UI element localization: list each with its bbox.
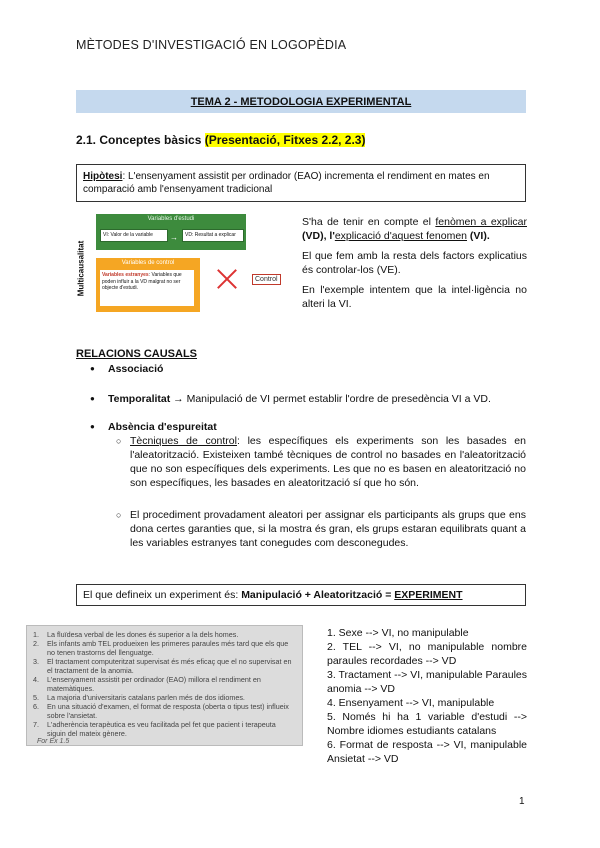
explanation-p3: En l'exemple intentem que la intel·ligència no alteri la VI. — [302, 284, 527, 310]
chapter-banner: TEMA 2 - METODOLOGIA EXPERIMENTAL — [76, 90, 526, 113]
explanation-p1: S'ha de tenir en compte el fenòmen a explicar (VD), l'explicació d'aquest fenomen (VI). — [302, 216, 527, 242]
cross-icon — [216, 268, 238, 290]
exercise-box — [26, 625, 303, 746]
page-header: MÈTODES D'INVESTIGACIÓ EN LOGOPÈDIA — [76, 38, 347, 52]
exercise-item: 5. La majoria d'universitaris catalans parlen més de dos idiomes. — [33, 693, 245, 702]
hypothesis-box — [76, 164, 526, 202]
study-variables-title: Variables d'estudi — [147, 216, 195, 222]
multicausality-figure — [76, 212, 288, 316]
answer-item: 6. Format de resposta --> VI, manipulable Ansietat --> VD — [327, 739, 527, 765]
hypothesis-label: Hipòtesi — [83, 171, 123, 182]
arrow-icon: → — [170, 233, 178, 242]
list-item-temporalitat: ● Temporalitat → Manipulació de VI permet establir l'ordre de presedència VI a VD. — [92, 392, 532, 406]
exercise-item: 4. L'ensenyament assistit per ordinador (EAO) millora el rendiment en matemàtiques. — [33, 675, 261, 693]
answers-list — [327, 626, 527, 766]
exercise-item: 6. En una situació d'examen, el format de resposta (oberta o tipus test) influeix sobre l'ansietat. — [33, 702, 289, 720]
answer-item: 1. Sexe --> VI, no manipulable — [327, 627, 469, 639]
exercise-item: 7. L'adherència terapèutica es veu facilitada pel fet que pacient i terapeuta siguin del mateix gènere. — [33, 720, 276, 738]
answer-item: 4. Ensenyament --> VI, manipulable — [327, 697, 495, 709]
exercise-item: 1. La fluïdesa verbal de les dones és superior a la dels homes. — [33, 630, 239, 639]
exercise-item: 3. El tractament computeritzat supervisat és més eficaç que el no supervisat en el tractament de la anomia. — [33, 657, 292, 675]
sublist-item-tecniques: ○ Tècniques de control: les específiques els experiments son les basades en l'aleatorització. Existeixen també tècniques de control no basades en l'aleatorització que no son específiques dels experiments. Les que no es basen en aleatorització no son específiques, les basades en aleatorització sí que ho són. — [130, 434, 526, 490]
sublist-item-procediment: ○ El procediment provadament aleatori per assignar els participants als grups que ens dona certes garanties que, si la mostra és gran, els grups estaran equilibrats quant a les variables estranyes tant conegudes com desconegudes. — [130, 508, 526, 550]
figure-side-label: Multicausalitat — [76, 240, 86, 297]
answer-item: 2. TEL --> VI, no manipulable nombre paraules recordades --> VD — [327, 641, 527, 667]
study-variables-panel — [96, 214, 246, 250]
exercise-source: For Ex 1.5 — [37, 738, 70, 745]
list-item-associacio: ● Associació — [92, 362, 532, 376]
definition-box: El que defineix un experiment és: Manipulació + Aleatorització = EXPERIMENT — [76, 584, 526, 606]
control-variables-panel — [96, 258, 200, 312]
section-heading — [76, 133, 365, 147]
control-variables-text: Variables estranyes: Variables que poden influir a la VD malgrat no ser objecte d'estudi. — [100, 270, 194, 306]
exercise-item: 2. Els infants amb TEL produeixen les primeres paraules més tard que els que no tenen trastorns del llenguatge. — [33, 639, 289, 657]
explanation-p2: El que fem amb la resta dels factors explicatius és controlar-los (VE). — [302, 250, 527, 276]
section-title: 2.1. Conceptes bàsics — [76, 133, 205, 147]
vd-box: VD: Resultat a explicar — [182, 229, 244, 242]
explanation-text — [302, 215, 527, 317]
vi-box: VI: Valor de la variable — [100, 229, 168, 242]
section-highlight: (Presentació, Fitxes 2.2, 2.3) — [204, 133, 366, 147]
relations-heading: RELACIONS CAUSALS — [76, 348, 198, 360]
hypothesis-text: : L'ensenyament assistit per ordinador (EAO) incrementa el rendiment en mates en comparació amb l'ensenyament tradicional — [83, 171, 490, 195]
exercise-list — [27, 626, 302, 738]
answer-item: 5. Només hi ha 1 variable d'estudi --> Nombre idiomes estudiants catalans — [327, 711, 527, 737]
answer-item: 3. Tractament --> VI, manipulable Paraules anomia --> VD — [327, 669, 527, 695]
page-number: 1 — [519, 796, 525, 807]
control-variables-title: Variables de control — [121, 260, 175, 266]
control-label: Control — [252, 274, 281, 285]
list-item-absencia: ● Absència d'espureitat — [92, 420, 532, 434]
